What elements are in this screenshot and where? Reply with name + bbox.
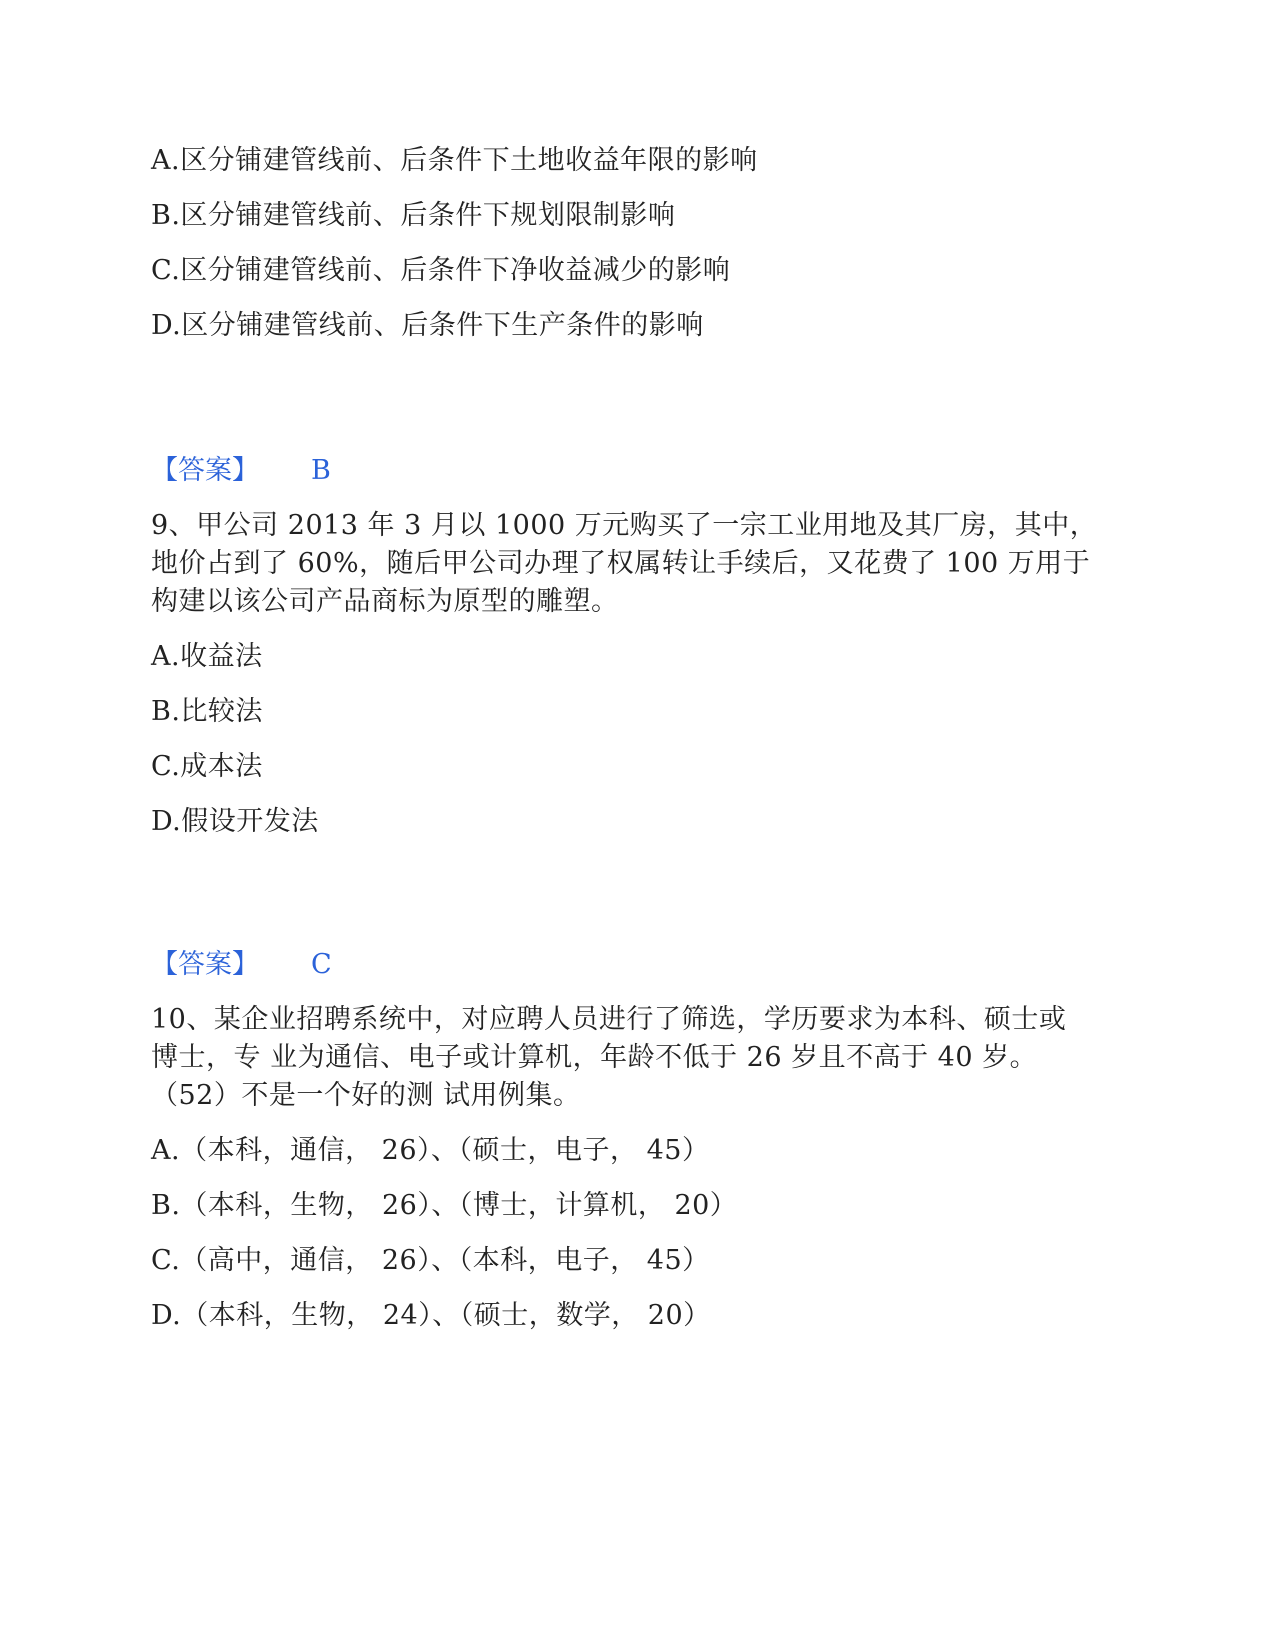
q9-stem-line-2: 地价占到了 60%，随后甲公司办理了权属转让手续后，又花费了 100 万用于 <box>151 548 1091 579</box>
q10-option-c: C.（高中，通信， 26）、（本科，电子， 45） <box>151 1245 710 1276</box>
q10-stem-line-2: 博士，专 业为通信、电子或计算机，年龄不低于 26 岁且不高于 40 岁。 <box>151 1042 1038 1073</box>
answer-value: B <box>311 455 331 486</box>
answer-value: C <box>311 949 332 980</box>
q9-option-a: A.收益法 <box>151 641 263 672</box>
q8-option-a: A.区分铺建管线前、后条件下土地收益年限的影响 <box>151 145 758 176</box>
q9-option-c: C.成本法 <box>151 751 263 782</box>
answer-label: 【答案】 <box>151 455 259 486</box>
q10-option-a: A.（本科，通信， 26）、（硕士，电子， 45） <box>151 1135 710 1166</box>
q9-stem-line-3: 构建以该公司产品商标为原型的雕塑。 <box>151 586 619 617</box>
q10-option-b: B.（本科，生物， 26）、（博士，计算机， 20） <box>151 1190 738 1221</box>
q9-stem-line-1: 9、甲公司 2013 年 3 月以 1000 万元购买了一宗工业用地及其厂房，其中， <box>151 510 1098 541</box>
q9-option-b: B.比较法 <box>151 696 263 727</box>
q8-option-c: C.区分铺建管线前、后条件下净收益减少的影响 <box>151 255 731 286</box>
answer-label: 【答案】 <box>151 949 259 980</box>
q9-option-d: D.假设开发法 <box>151 806 319 837</box>
q8-option-b: B.区分铺建管线前、后条件下规划限制影响 <box>151 200 676 231</box>
q10-stem-line-1: 10、某企业招聘系统中，对应聘人员进行了筛选，学历要求为本科、硕士或 <box>151 1004 1067 1035</box>
q9-answer <box>151 948 332 982</box>
q8-option-d: D.区分铺建管线前、后条件下生产条件的影响 <box>151 310 704 341</box>
q10-option-d: D.（本科，生物， 24）、（硕士，数学， 20） <box>151 1300 711 1331</box>
q10-stem-line-3: （52）不是一个好的测 试用例集。 <box>151 1080 581 1111</box>
q8-answer <box>151 454 331 488</box>
